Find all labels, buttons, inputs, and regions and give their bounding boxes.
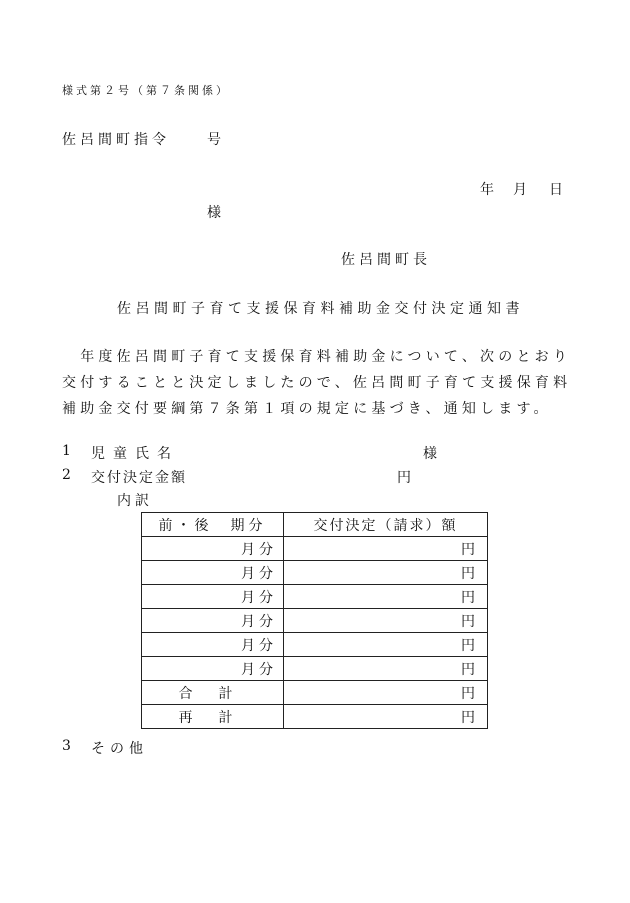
column-header-amount: 交付決定（請求）額 (284, 513, 488, 537)
recipient-honorific: 様 (207, 205, 221, 221)
table-row (142, 537, 488, 561)
item-2-number: 2 (62, 467, 71, 483)
date-year-label: 年 (480, 182, 494, 198)
issuer: 佐呂間町長 (341, 252, 431, 268)
table-row (142, 609, 488, 633)
item-3-label: その他 (91, 741, 148, 757)
amount-cell: 円 (284, 585, 488, 609)
grant-breakdown-table (141, 512, 488, 729)
recalc-amount: 円 (284, 705, 488, 729)
amount-cell: 円 (284, 609, 488, 633)
date-day-label: 日 (549, 182, 563, 198)
period-cell: 月分 (142, 537, 284, 561)
amount-cell: 円 (284, 537, 488, 561)
date-month-label: 月 (513, 182, 527, 198)
body-line: 交付することと決定しましたので、佐呂間町子育て支援保育料 (62, 375, 572, 391)
period-cell: 月分 (142, 585, 284, 609)
form-number: 様式第２号（第７条関係） (62, 84, 230, 97)
column-header-period: 前・後 期分 (142, 513, 284, 537)
item-1-number: 1 (62, 443, 71, 459)
table-header-row (142, 513, 488, 537)
breakdown-label: 内訳 (117, 493, 153, 509)
body-line: 補助金交付要綱第７条第１項の規定に基づき、通知します。 (62, 401, 552, 417)
item-2-yen-unit: 円 (397, 470, 411, 486)
period-cell: 月分 (142, 609, 284, 633)
body-line: 年度佐呂間町子育て支援保育料補助金について、次のとおり (62, 349, 572, 365)
total-label: 合計 (142, 681, 284, 705)
recalc-label: 再計 (142, 705, 284, 729)
reference-prefix: 佐呂間町指令 (62, 132, 170, 148)
amount-cell: 円 (284, 657, 488, 681)
table-row (142, 585, 488, 609)
recalc-row (142, 705, 488, 729)
item-1-honorific: 様 (423, 446, 437, 462)
amount-cell: 円 (284, 561, 488, 585)
amount-cell: 円 (284, 633, 488, 657)
total-amount: 円 (284, 681, 488, 705)
period-cell: 月分 (142, 633, 284, 657)
table-row (142, 657, 488, 681)
body-paragraph (62, 344, 582, 422)
item-1-label: 児童氏名 (91, 446, 179, 462)
item-3-number: 3 (62, 738, 71, 754)
item-2-label: 交付決定金額 (91, 470, 187, 486)
reference-suffix: 号 (207, 132, 221, 148)
period-cell: 月分 (142, 657, 284, 681)
period-cell: 月分 (142, 561, 284, 585)
document-title: 佐呂間町子育て支援保育料補助金交付決定通知書 (117, 301, 524, 317)
total-row (142, 681, 488, 705)
table-row (142, 633, 488, 657)
table-row (142, 561, 488, 585)
